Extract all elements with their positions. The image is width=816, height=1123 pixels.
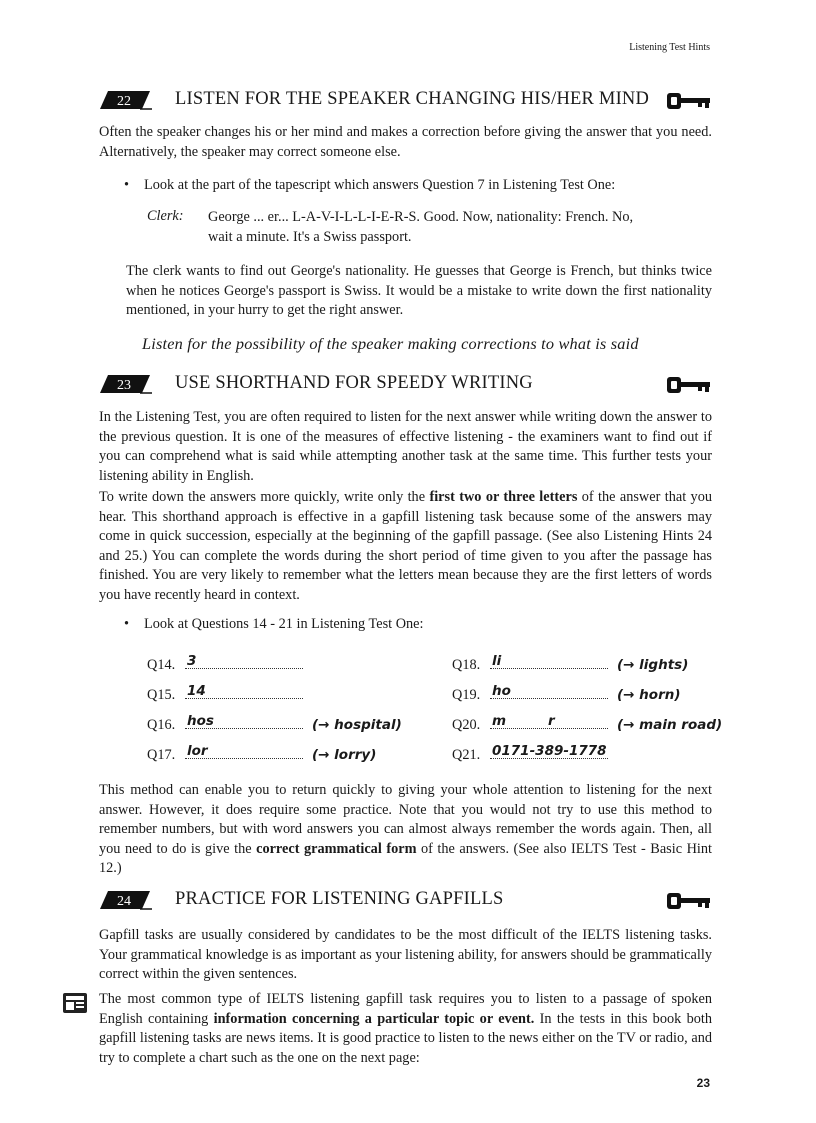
hint-22-explanation: The clerk wants to find out George's nationality. He guesses that George is French, but thinks twice when he notices George's passport is Swiss. It would be a mistake to write down the first nationality mentioned, in your hurry to get the right answer. bbox=[126, 263, 712, 319]
handwritten-answer: hos bbox=[187, 713, 214, 729]
tapescript-line-2: wait a minute. It's a Swiss passport. bbox=[208, 229, 412, 245]
hint-title: USE SHORTHAND FOR SPEEDY WRITING bbox=[175, 373, 533, 393]
running-head: Listening Test Hints bbox=[629, 42, 710, 53]
handwritten-answer: ho bbox=[492, 683, 511, 699]
hint-number-badge bbox=[100, 373, 152, 395]
question-q19: Q19. ho (→ horn) bbox=[452, 683, 681, 703]
page-number: 23 bbox=[696, 1076, 710, 1090]
hint-number: 22 bbox=[117, 94, 131, 109]
question-q17: Q17. lor (→ lorry) bbox=[147, 743, 377, 763]
speaker-label: Clerk: bbox=[147, 208, 184, 224]
hint-number: 23 bbox=[117, 378, 131, 393]
hint-title: LISTEN FOR THE SPEAKER CHANGING HIS/HER MIND bbox=[175, 89, 650, 109]
handwritten-expansion: (→ horn) bbox=[617, 687, 681, 703]
bullet-text: Look at the part of the tapescript which answers Question 7 in Listening Test One: bbox=[144, 177, 616, 193]
question-q20: Q20. m r (→ main road) bbox=[452, 713, 723, 733]
handwritten-expansion: (→ lights) bbox=[617, 657, 689, 673]
hint-23-para-1: In the Listening Test, you are often required to listen for the next answer while writing down the answer to the previous question. It is one of the measures of effective listening - the examiners want to find out if you can comprehend what is said while attempting another task at the same time. This further tests your listening ability in English. bbox=[99, 409, 712, 484]
question-q16: Q16. hos (→ hospital) bbox=[147, 713, 402, 733]
hint-23-para-3: This method can enable you to return quickly to giving your whole attention to listening for the next answer. However, it does require some practice. Note that you would not try to use this method to remember numbers, but with word answers you can almost always remember the words again. Then, all you need to do is give the correct grammatical form of the answers. (See also IELTS Test - Basic Hint 12.) bbox=[99, 782, 712, 877]
question-q18: Q18. li (→ lights) bbox=[452, 653, 689, 673]
hint-23-bullet: • Look at Questions 14 - 21 in Listening Test One: bbox=[124, 616, 424, 632]
emphasis: correct grammatical form bbox=[256, 840, 417, 857]
radio-icon bbox=[62, 990, 88, 1016]
hint-22-heading bbox=[100, 87, 712, 115]
tapescript-line-1: George ... er... L-A-V-I-L-L-I-E-R-S. Good. Now, nationality: French. No, bbox=[208, 209, 634, 225]
hint-24-heading bbox=[100, 887, 712, 915]
emphasis: information concerning a particular topic or event. bbox=[213, 1010, 535, 1027]
question-q14: Q14. 3 bbox=[147, 654, 303, 674]
question-q15: Q15. 14 bbox=[147, 684, 303, 704]
key-icon bbox=[666, 91, 712, 111]
hint-number: 24 bbox=[117, 894, 131, 909]
handwritten-answer: m bbox=[492, 713, 507, 729]
emphasis: first two or three letters bbox=[429, 489, 578, 505]
hint-22-tip: Listen for the possibility of the speaker making corrections to what is said bbox=[142, 334, 639, 353]
key-icon bbox=[666, 375, 712, 395]
question-q21: Q21. 0171-389-1778 bbox=[452, 743, 607, 763]
hint-number-badge bbox=[100, 89, 152, 111]
handwritten-expansion: (→ main road) bbox=[617, 717, 723, 733]
handwritten-expansion: (→ hospital) bbox=[312, 717, 402, 733]
hint-22-bullet: • Look at the part of the tapescript which answers Question 7 in Listening Test One: bbox=[124, 177, 616, 193]
handwritten-answer-2: r bbox=[548, 713, 555, 729]
handwritten-answer: li bbox=[492, 653, 502, 669]
handwritten-answer: 14 bbox=[187, 683, 206, 699]
hint-24-para-1: Gapfill tasks are usually considered by candidates to be the most difficult of the IELTS listening tasks. Your grammatical knowledge is as important as your listening ability, for answers should be grammatically correct within the given sentences. bbox=[99, 927, 712, 983]
hint-22-intro: Often the speaker changes his or her mind and makes a correction before giving the answer that you need. Alternatively, the speaker may correct someone else. bbox=[99, 124, 712, 160]
handwritten-answer: 0171-389-1778 bbox=[492, 743, 607, 759]
hint-24-para-2: The most common type of IELTS listening gapfill task requires you to listen to a passage of spoken English containing information concerning a particular topic or event. In the tests in this book both gapfill listening tasks are news items. It is good practice to listen to the news either on the TV or radio, and try to complete a chart such as the one on the next page: bbox=[99, 991, 712, 1066]
handwritten-answer: lor bbox=[187, 743, 208, 759]
hint-number-badge bbox=[100, 889, 152, 911]
hint-23-heading bbox=[100, 371, 712, 399]
key-icon bbox=[666, 891, 712, 911]
handwritten-expansion: (→ lorry) bbox=[312, 747, 377, 763]
hint-title: PRACTICE FOR LISTENING GAPFILLS bbox=[175, 889, 504, 909]
bullet-text: Look at Questions 14 - 21 in Listening Test One: bbox=[144, 616, 424, 632]
hint-23-para-2: To write down the answers more quickly, write only the first two or three letters of the answer that you hear. This shorthand approach is effective in a gapfill listening task because some of the answers may come in quick succession, especially at the beginning of the gapfill passage. (See also Listening Hints 24 and 25.) You can complete the words during the short period of time given to you after the passage has finished. You are very likely to remember what the letters mean because they are the first letters of words you have recently heard in context. bbox=[99, 489, 712, 603]
handwritten-answer: 3 bbox=[187, 653, 197, 669]
